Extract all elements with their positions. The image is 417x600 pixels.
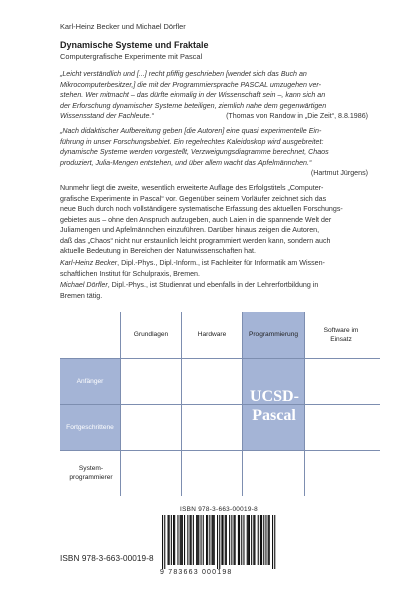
barcode-bar [269, 515, 270, 565]
barcode-bar [171, 515, 172, 565]
quote-line: Wissensstand der Fachleute.“ [60, 112, 154, 120]
description-line: neue Buch durch noch vollständigere systematische Erfassung des aktuellen Forschungs- [60, 205, 343, 213]
isbn-barcode-caption: ISBN 978-3-663-00019-8 [180, 506, 259, 513]
description-line: aktuelle Bedeutung in Bereichen der Naturwissenschaften hat. [60, 247, 256, 255]
barcode-bar [177, 515, 178, 565]
barcode-bar [181, 515, 182, 565]
barcode-bar [190, 515, 191, 565]
barcode-bar [235, 515, 236, 565]
barcode-bar [241, 515, 242, 565]
bio-line [60, 280, 372, 291]
series-grid [60, 312, 380, 496]
description-line: gebietes aus – ohne den Anspruch aufzugeben, auch Laien in die spannende Welt der [60, 215, 332, 224]
col-label-software-im-einsatz: Software im Einsatz [323, 327, 359, 343]
barcode-bar [268, 515, 269, 565]
quote-line: stehen. Wer mitmacht – das dürfte einmalig in der Wissenschaft sein –, kann sich an [60, 91, 326, 99]
barcode-bar [182, 515, 183, 565]
quote-line: dynamische Systeme werden vorgestellt, Verzweigungsdiagramme berechnet, Chaos [60, 148, 329, 156]
quote-line: „Leicht verständlich und [...] recht pfiffig geschrieben [wendet sich das Buch an [60, 70, 307, 78]
barcode-bar [261, 515, 262, 565]
barcode-bar [191, 515, 192, 565]
quote-line: produziert, Julia-Mengen entstehen, und über allem wacht das Apfelmännchen.“ [60, 158, 312, 167]
barcode-bar [212, 515, 213, 565]
barcode-bar [164, 515, 165, 569]
barcode-bar [162, 515, 163, 569]
grid-line [60, 358, 380, 359]
barcode-bar [198, 515, 199, 565]
barcode-bar [247, 515, 248, 565]
review-quote-zeit [60, 69, 368, 122]
grid-line [60, 450, 380, 451]
barcode-bar [225, 515, 226, 565]
barcode-bar [221, 515, 222, 565]
barcode-bar [169, 515, 170, 565]
author-bio-becker [60, 258, 372, 279]
quote-line: führung in unser Forschungsbebiet. Ein regelrechtes Kaleidoskop wird ausgebreitet: [60, 137, 324, 146]
barcode-bar [187, 515, 188, 565]
barcode-bar [272, 515, 273, 569]
barcode-bar [234, 515, 235, 565]
barcode-bar [196, 515, 197, 565]
barcode-bar [219, 515, 220, 569]
description-line: grafische Experimente in Pascal“ vor. Gegenüber seinem Vorläufer zeichnet sich das [60, 194, 327, 203]
quote-line: der Erforschung dynamischer Systeme beteiligen, ziemlich nahe dem gegenwärtigen [60, 101, 327, 110]
isbn: ISBN 978-3-663-00019-8 [60, 554, 154, 563]
bio-line: schaftlichen Institut für Schulpraxis, Bremen. [60, 269, 200, 278]
barcode-bar [168, 515, 169, 565]
book-subtitle: Computergrafische Experimente mit Pascal [60, 52, 203, 61]
barcode-bar [203, 515, 204, 565]
barcode-bar [258, 515, 259, 565]
barcode-bar [201, 515, 202, 565]
quote-line: Mikrocomputerbesitzer,] die mit der Programmiersprache PASCAL umzugehen ver- [60, 80, 321, 89]
barcode-bar [231, 515, 232, 565]
description-line: Nunmehr liegt die zweite, wesentlich erweiterte Auflage des Erfolgstitels „Computer- [60, 184, 324, 192]
barcode-bar [248, 515, 249, 565]
ucsd-pascal-label: UCSD- Pascal [250, 388, 299, 424]
bio-line [60, 258, 372, 269]
author-bio-doerfler [60, 280, 372, 301]
author-name: Karl-Heinz Becker [60, 259, 118, 267]
quote-source: (Thomas von Randow in „Die Zeit“, 8.8.1986) [226, 112, 368, 120]
col-label-grundlagen: Grundlagen [133, 331, 169, 338]
barcode-bar [243, 515, 244, 565]
description-line: Juliamengen und Apfelmännchen einzuführen. Darüber hinaus zeigen die Autoren, [60, 226, 320, 234]
barcode [158, 515, 278, 569]
row-label-fortgeschrittene: Fortgeschrittene [66, 424, 114, 431]
quote-line: „Nach didaktischer Aufbereitung geben [die Autoren] eine quasi experimentelle Ein- [60, 127, 322, 135]
barcode-bar [253, 515, 254, 565]
barcode-bar [209, 515, 210, 565]
barcode-bar [173, 515, 174, 565]
barcode-bar [180, 515, 181, 565]
barcode-bar [274, 515, 275, 569]
description-line: daß das „Chaos“ nicht nur erstaunlich leicht programmiert werden kann, sondern auch [60, 236, 331, 245]
barcode-bar [174, 515, 175, 565]
row-label-anfaenger: Anfänger [76, 378, 104, 385]
bio-line: Bremen tätig. [60, 291, 103, 300]
book-description [60, 183, 372, 257]
col-label-hardware: Hardware [197, 331, 227, 338]
barcode-bar [213, 515, 214, 565]
barcode-bar [207, 515, 208, 565]
quote-last-line [60, 111, 368, 122]
review-quote-juergens [60, 126, 368, 179]
barcode-digits: 9 783663 000198 [160, 569, 233, 576]
barcode-bar [217, 515, 218, 569]
barcode-bar [260, 515, 261, 565]
barcode-bar [229, 515, 230, 565]
barcode-bar [226, 515, 227, 565]
barcode-bar [263, 515, 264, 565]
barcode-bar [214, 515, 215, 565]
barcode-bar [265, 515, 266, 565]
barcode-bar [223, 515, 224, 565]
barcode-bar [193, 515, 194, 565]
barcode-bar [197, 515, 198, 565]
barcode-bar [254, 515, 255, 565]
author-name: Michael Dörfler [60, 281, 108, 289]
row-label-systemprogrammierer: System- programmierer [69, 465, 113, 481]
barcode-bar [238, 515, 239, 565]
authors: Karl-Heinz Becker und Michael Dörfler [60, 22, 186, 31]
book-title: Dynamische Systeme und Fraktale [60, 40, 209, 50]
barcode-bar [206, 515, 207, 565]
col-label-programmierung: Programmierung [248, 331, 299, 338]
barcode-bar [239, 515, 240, 565]
bio-text: , Dipl.-Phys., Dipl.-Inform., ist Fachleiter für Informatik am Wissen- [117, 259, 325, 267]
bio-text: , Dipl.-Phys., ist Studienrat und ebenfalls in der Lehrerfortbildung in [107, 281, 319, 289]
barcode-bar [251, 515, 252, 565]
grid-line [60, 404, 380, 405]
quote-source: (Hartmut Jürgens) [310, 169, 368, 177]
barcode-bar [184, 515, 185, 565]
barcode-bar [249, 515, 250, 565]
